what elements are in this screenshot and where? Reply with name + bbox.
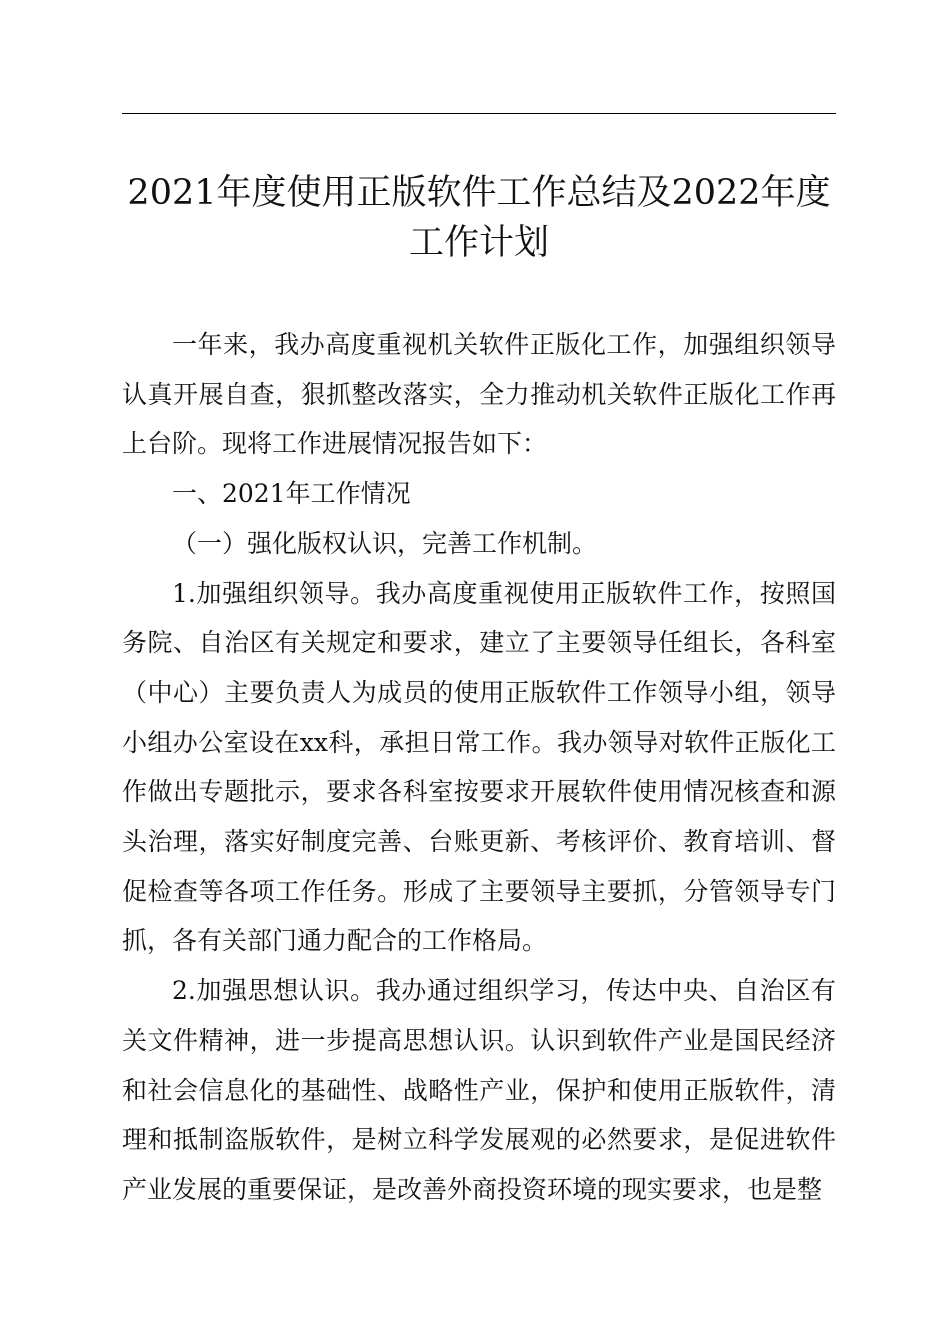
section-heading-1: 一、2021年工作情况	[172, 479, 411, 509]
paragraph-item-2: 2.加强思想认识。我办通过组织学习，传达中央、自治区有关文件精神，进一步提高思想认识。认识到软件产业是国民经济和社会信息化的基础性、战略性产业，保护和使用正版软件，清理和抵制盗版软件，是树立科学发展观的必然要求，是促进软件产业发展的重要保证，是改善外商投资环境的现实要求，也是整	[122, 976, 836, 1204]
document-body	[122, 320, 836, 1215]
title-line-2: 工作计划	[408, 223, 549, 263]
document-title	[122, 168, 836, 268]
title-line-1: 2021年度使用正版软件工作总结及2022年度	[127, 173, 831, 213]
paragraph-intro: 一年来，我办高度重视机关软件正版化工作，加强组织领导认真开展自查，狠抓整改落实，全力推动机关软件正版化工作再上台阶。现将工作进展情况报告如下：	[122, 330, 836, 459]
subsection-heading-1: （一）强化版权认识，完善工作机制。	[172, 528, 598, 558]
header-rule	[122, 113, 836, 114]
paragraph-item-1: 1.加强组织领导。我办高度重视使用正版软件工作，按照国务院、自治区有关规定和要求，建立了主要领导任组长，各科室（中心）主要负责人为成员的使用正版软件工作领导小组，领导小组办公室设在xx科，承担日常工作。我办领导对软件正版化工作做出专题批示，要求各科室按要求开展软件使用情况核查和源头治理，落实好制度完善、台账更新、考核评价、教育培训、督促检查等各项工作任务。形成了主要领导主要抓，分管领导专门抓，各有关部门通力配合的工作格局。	[122, 578, 836, 956]
